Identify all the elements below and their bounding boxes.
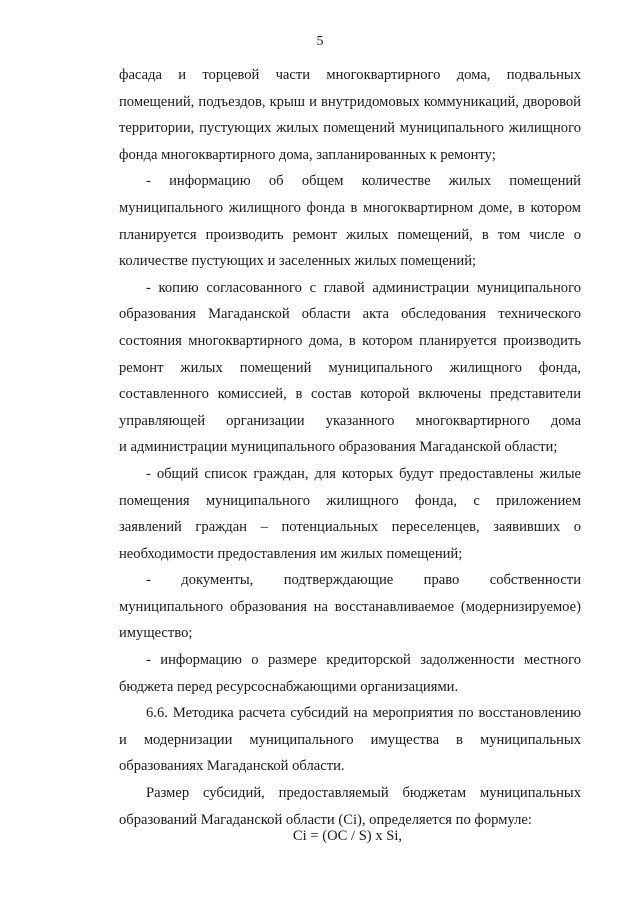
text-line: образования Магаданской области акта обследования технического (119, 306, 581, 323)
text-line: помещений, подъездов, крыш и внутридомовых коммуникаций, дворовой (119, 93, 581, 110)
page-number: 5 (316, 34, 324, 49)
text-line: состояния многоквартирного дома, в котором планируется производить (119, 332, 581, 349)
text-line: Размер субсидий, предоставляемый бюджетам муниципальных (146, 785, 581, 802)
text-line: муниципального жилищного фонда в многоквартирном доме, в котором (119, 199, 581, 216)
text-line: управляющей организации указанного многоквартирного дома (119, 412, 581, 429)
text-line: образований Магаданской области (Ci), определяется по формуле: (119, 811, 532, 828)
text-line: - документы, подтверждающие право собственности (146, 572, 581, 589)
text-line: необходимости предоставления им жилых помещений; (119, 545, 463, 562)
text-line: имущество; (119, 625, 193, 642)
text-line: - общий список граждан, для которых будут предоставлены жилые (146, 465, 581, 482)
text-line: 6.6. Методика расчета субсидий на мероприятия по восстановлению (146, 705, 581, 722)
text-line: муниципального образования на восстанавливаемое (модернизируемое) (119, 598, 581, 615)
text-line: ремонт жилых помещений муниципального жилищного фонда, (119, 359, 581, 376)
text-line: и администрации муниципального образования Магаданской области; (119, 439, 558, 456)
text-line: фасада и торцевой части многоквартирного дома, подвальных (119, 67, 581, 83)
text-line: территории, пустующих жилых помещений муниципального жилищного (119, 120, 581, 137)
text-line: фонда многоквартирного дома, запланированных к ремонту; (119, 146, 496, 163)
text-line: - информацию об общем количестве жилых помещений (146, 173, 581, 190)
body-text (119, 62, 581, 833)
text-line: количестве пустующих и заселенных жилых помещений; (119, 253, 477, 270)
text-line: и модернизации муниципального имущества в муниципальных (119, 731, 581, 748)
text-line: заявлений граждан – потенциальных переселенцев, заявивших о (119, 519, 581, 536)
text-line: помещения муниципального жилищного фонда, с приложением (119, 492, 581, 509)
text-line: планируется производить ремонт жилых помещений, в том числе о (119, 226, 581, 243)
text-line: бюджета перед ресурсоснабжающими организациями. (119, 678, 459, 695)
formula: Ci = (OC / S) x Si, (292, 828, 403, 844)
text-line: образованиях Магаданской области. (119, 758, 345, 775)
text-line: - информацию о размере кредиторской задолженности местного (146, 652, 581, 669)
text-line: составленного комиссией, в состав которой включены представители (119, 386, 581, 403)
text-line: - копию согласованного с главой администрации муниципального (146, 279, 581, 296)
